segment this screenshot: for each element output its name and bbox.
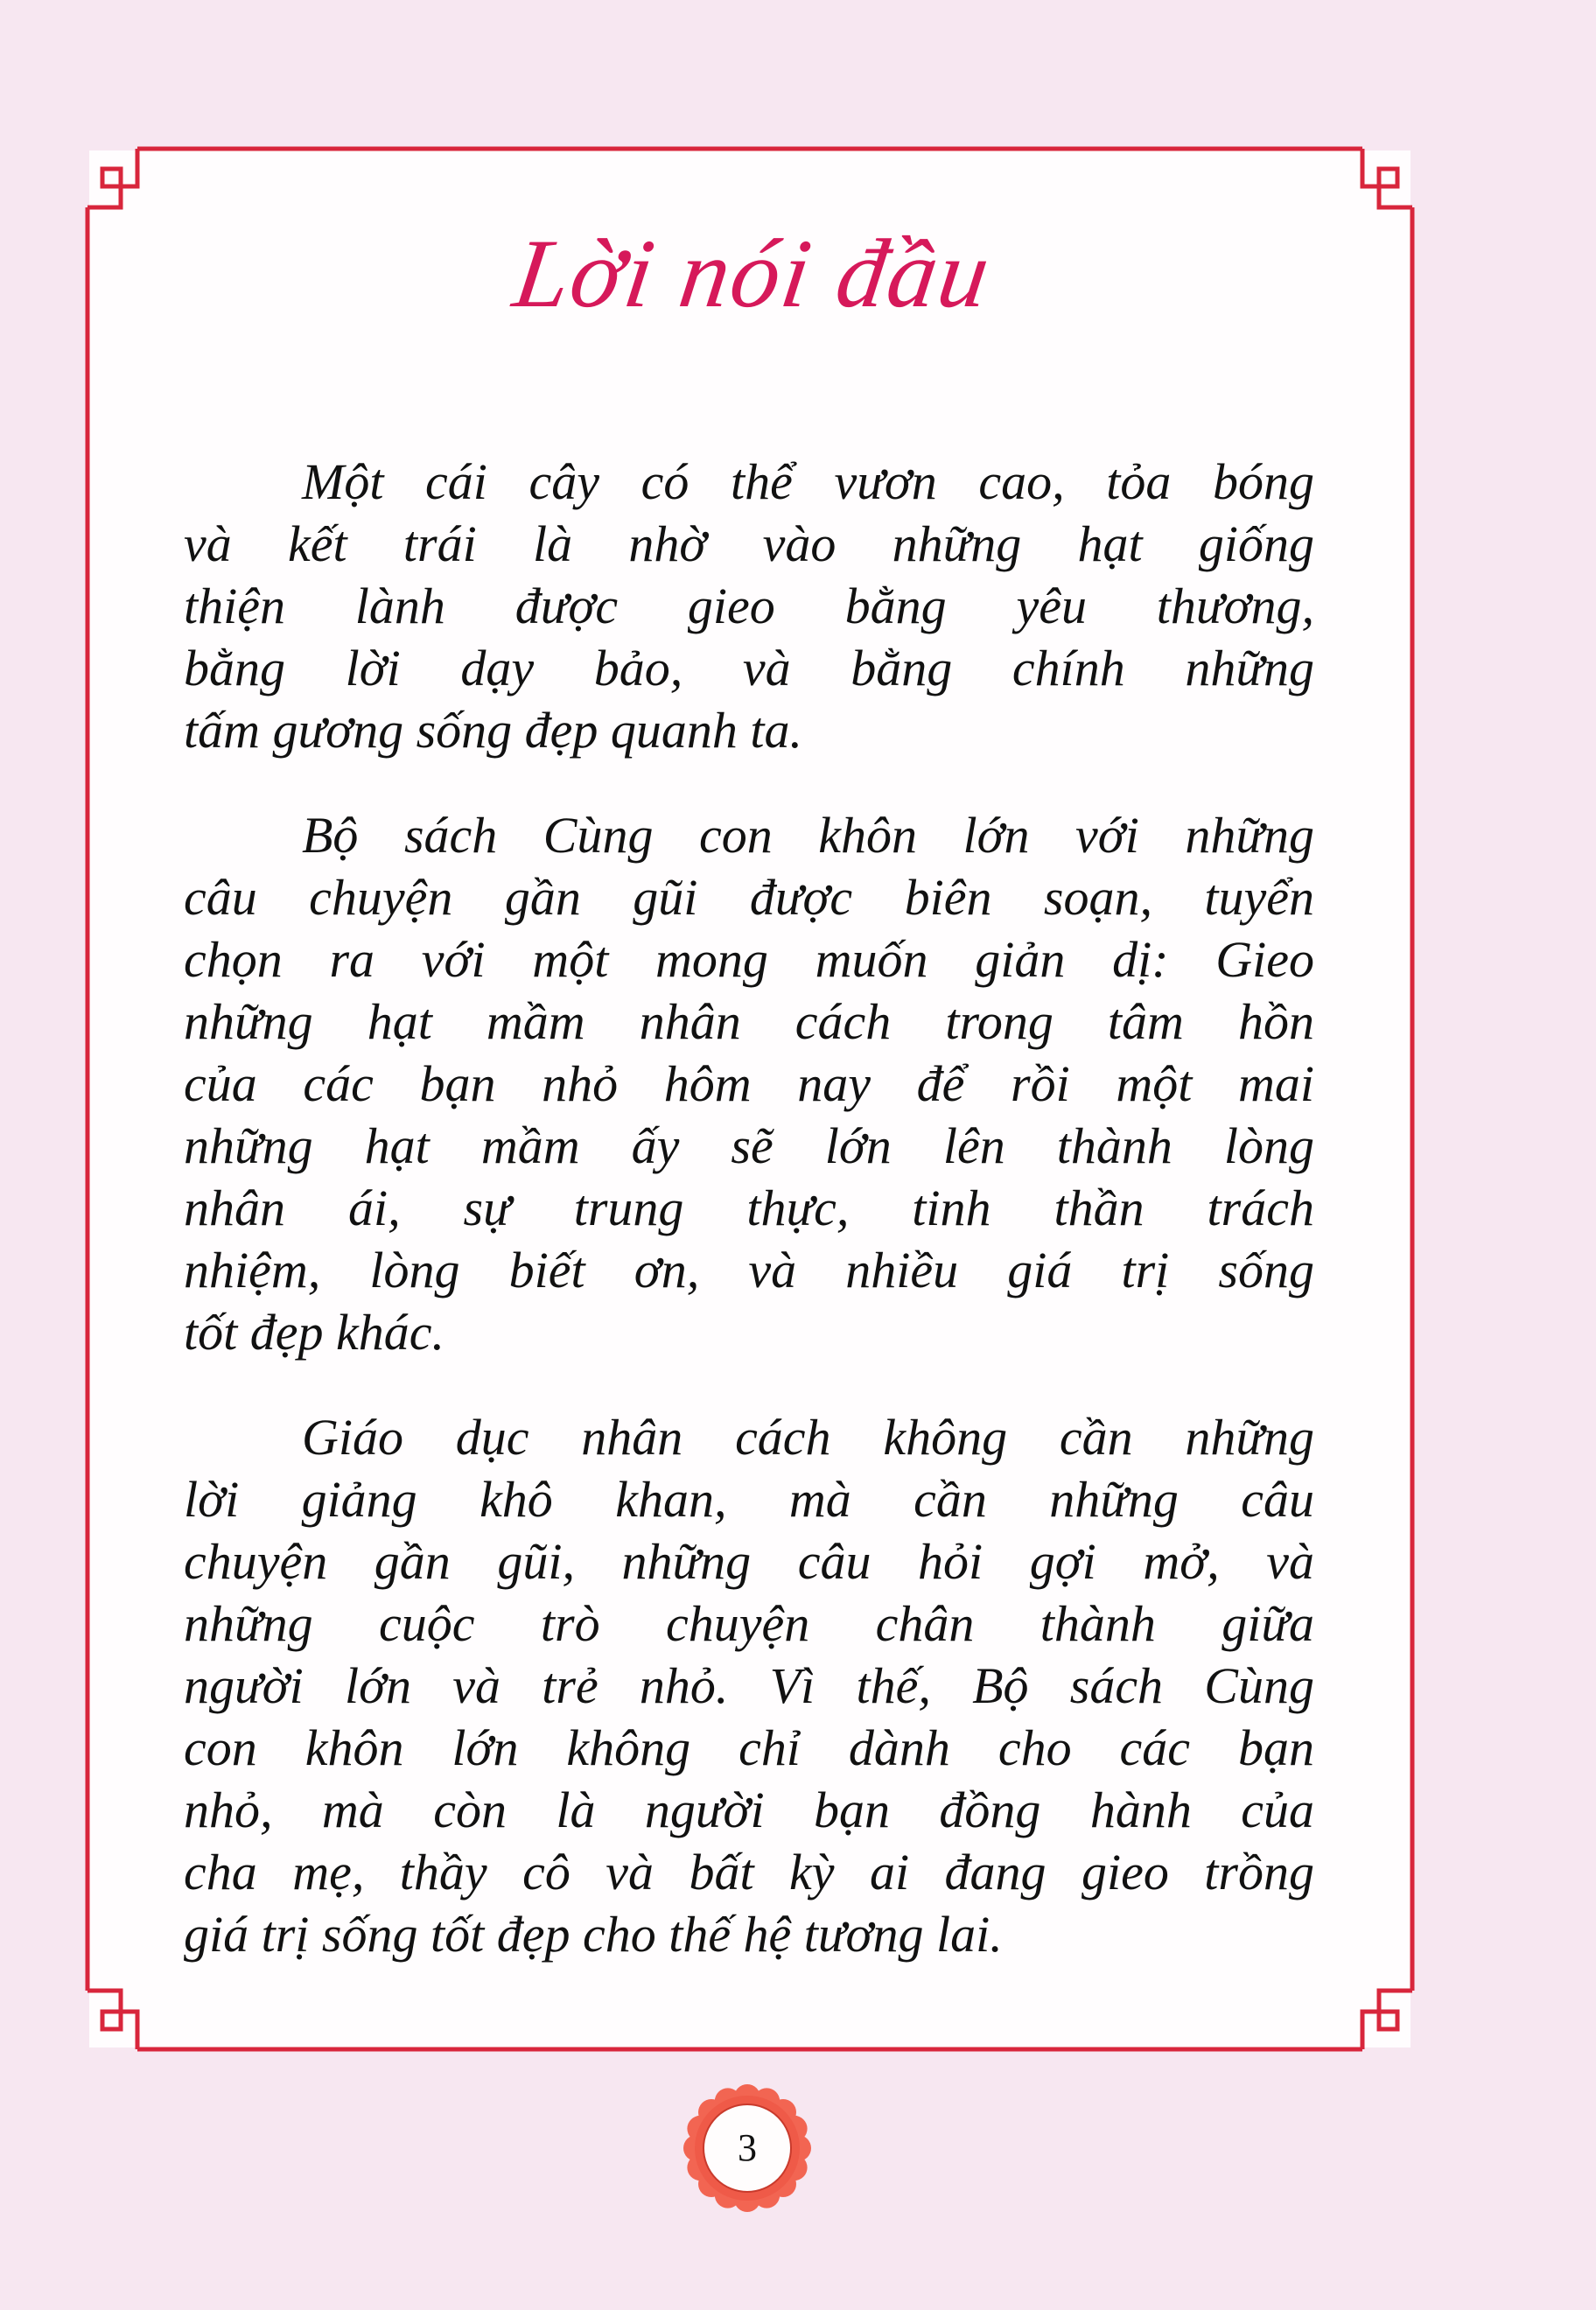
text-line: tốt đẹp khác. [184, 1304, 444, 1361]
page-title: Lời nói đầu [508, 220, 998, 328]
text-line: những hạt mầm ấy sẽ lớn lên thành lòng [184, 1117, 1314, 1174]
corner-ornament-top-left [88, 149, 137, 207]
text-line: chuyện gần gũi, những câu hỏi gợi mở, và [184, 1533, 1314, 1590]
text-line: cha mẹ, thầy cô và bất kỳ ai đang gieo trồng [184, 1844, 1314, 1900]
preface-body [184, 451, 1314, 1965]
text-line: và kết trái là nhờ vào những hạt giống [184, 515, 1314, 572]
text-line: Bộ sách Cùng con khôn lớn với những [302, 807, 1314, 864]
text-line: nhỏ, mà còn là người bạn đồng hành của [184, 1782, 1314, 1838]
text-line: lời giảng khô khan, mà cần những câu [184, 1471, 1314, 1528]
paragraph-3 [184, 1406, 1314, 1965]
corner-ornament-bottom-left [88, 1991, 137, 2049]
text-line: người lớn và trẻ nhỏ. Vì thế, Bộ sách Cùng [184, 1657, 1314, 1714]
paragraph-2 [184, 804, 1314, 1363]
text-line: giá trị sống tốt đẹp cho thế hệ tương lai. [184, 1906, 1003, 1963]
corner-ornament-top-right [1362, 149, 1412, 207]
page-number: 3 [738, 2126, 757, 2169]
text-line: Giáo dục nhân cách không cần những [302, 1409, 1314, 1466]
text-line: con khôn lớn không chỉ dành cho các bạn [184, 1719, 1314, 1776]
text-line: tấm gương sống đẹp quanh ta. [184, 702, 803, 759]
text-line: thiện lành được gieo bằng yêu thương, [184, 578, 1314, 634]
text-line: những cuộc trò chuyện chân thành giữa [184, 1595, 1314, 1652]
text-line: bằng lời dạy bảo, và bằng chính những [184, 640, 1314, 696]
text-line: nhân ái, sự trung thực, tinh thần trách [184, 1180, 1314, 1236]
text-line: của các bạn nhỏ hôm nay để rồi một mai [184, 1055, 1314, 1112]
text-line: chọn ra với một mong muốn giản dị: Gieo [184, 931, 1314, 988]
text-line: câu chuyện gần gũi được biên soạn, tuyển [184, 869, 1314, 926]
text-line: những hạt mầm nhân cách trong tâm hồn [184, 993, 1314, 1050]
text-line: Một cái cây có thể vươn cao, tỏa bóng [302, 453, 1314, 510]
corner-ornament-bottom-right [1362, 1991, 1412, 2049]
paragraph-1 [184, 451, 1314, 761]
text-line: nhiệm, lòng biết ơn, và nhiều giá trị sống [184, 1242, 1314, 1298]
